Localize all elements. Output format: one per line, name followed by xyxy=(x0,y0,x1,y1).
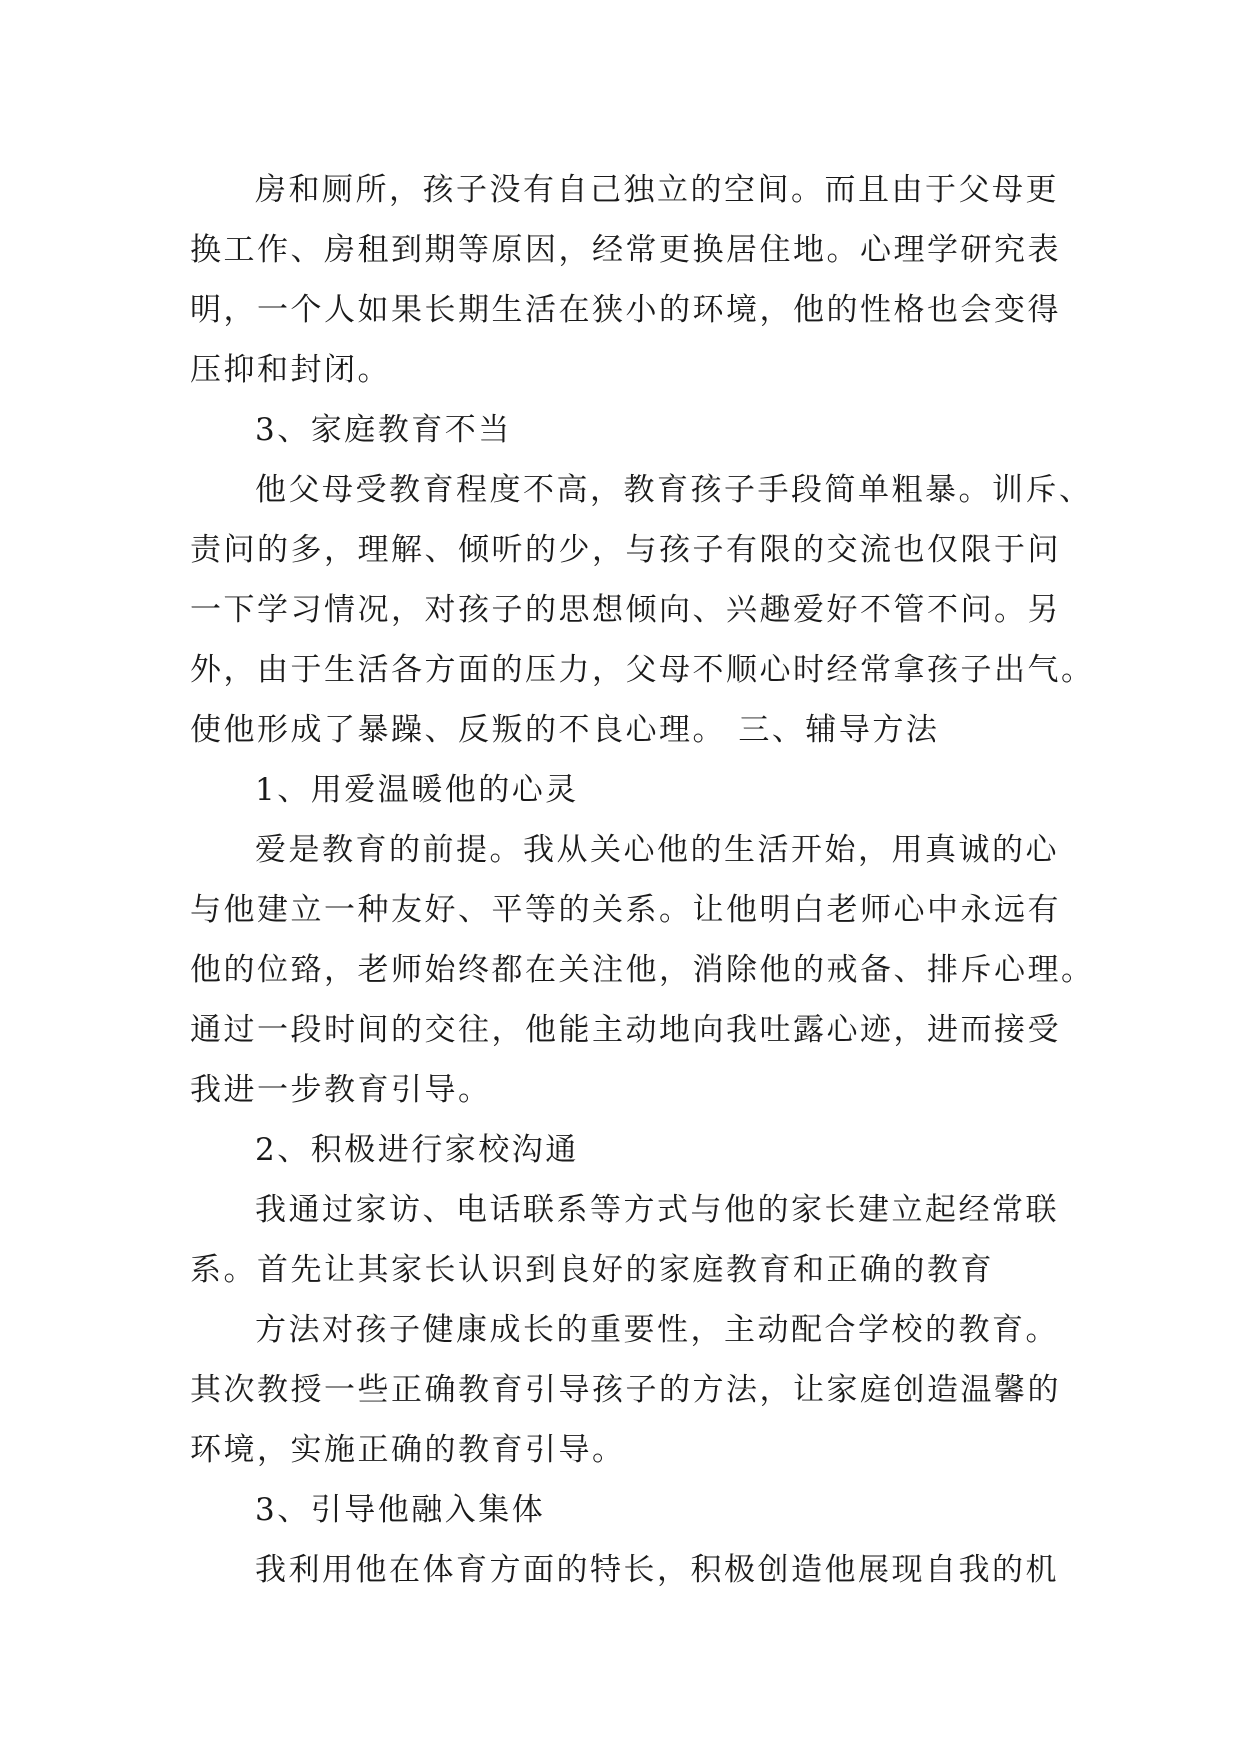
body-line: 使他形成了暴躁、反叛的不良心理。 三、辅导方法 xyxy=(190,712,940,748)
section-heading: 3、引导他融入集体 xyxy=(255,1492,546,1528)
body-line: 爱是教育的前提。我从关心他的生活开始，用真诚的心 xyxy=(255,832,1059,868)
body-line: 环境，实施正确的教育引导。 xyxy=(190,1432,626,1468)
body-line: 外，由于生活各方面的压力，父母不顺心时经常拿孩子出气。 xyxy=(190,652,1095,688)
body-line: 我通过家访、电话联系等方式与他的家长建立起经常联 xyxy=(255,1192,1059,1228)
body-line: 明，一个人如果长期生活在狭小的环境，他的性格也会变得 xyxy=(190,292,1061,328)
body-line: 换工作、房租到期等原因，经常更换居住地。心理学研究表 xyxy=(190,232,1061,268)
section-heading: 3、家庭教育不当 xyxy=(255,412,512,448)
body-line: 方法对孩子健康成长的重要性，主动配合学校的教育。 xyxy=(255,1312,1059,1348)
body-line: 他父母受教育程度不高，教育孩子手段简单粗暴。训斥、 xyxy=(255,472,1093,508)
body-line: 房和厕所，孩子没有自己独立的空间。而且由于父母更 xyxy=(255,172,1059,208)
body-line: 其次教授一些正确教育引导孩子的方法，让家庭创造温馨的 xyxy=(190,1372,1061,1408)
body-line: 责问的多，理解、倾听的少，与孩子有限的交流也仅限于问 xyxy=(190,532,1061,568)
body-line: 一下学习情况，对孩子的思想倾向、兴趣爱好不管不问。另 xyxy=(190,592,1061,628)
body-line: 他的位臵，老师始终都在关注他，消除他的戒备、排斥心理。 xyxy=(190,952,1095,988)
body-line: 压抑和封闭。 xyxy=(190,352,391,388)
body-line: 我利用他在体育方面的特长，积极创造他展现自我的机 xyxy=(255,1552,1059,1588)
section-heading: 1、用爱温暖他的心灵 xyxy=(255,772,579,808)
body-line: 与他建立一种友好、平等的关系。让他明白老师心中永远有 xyxy=(190,892,1061,928)
body-line: 通过一段时间的交往，他能主动地向我吐露心迹，进而接受 xyxy=(190,1012,1061,1048)
document-body xyxy=(190,160,1095,1600)
body-line: 我进一步教育引导。 xyxy=(190,1072,492,1108)
section-heading: 2、积极进行家校沟通 xyxy=(255,1132,579,1168)
body-line: 系。首先让其家长认识到良好的家庭教育和正确的教育 xyxy=(190,1252,994,1288)
